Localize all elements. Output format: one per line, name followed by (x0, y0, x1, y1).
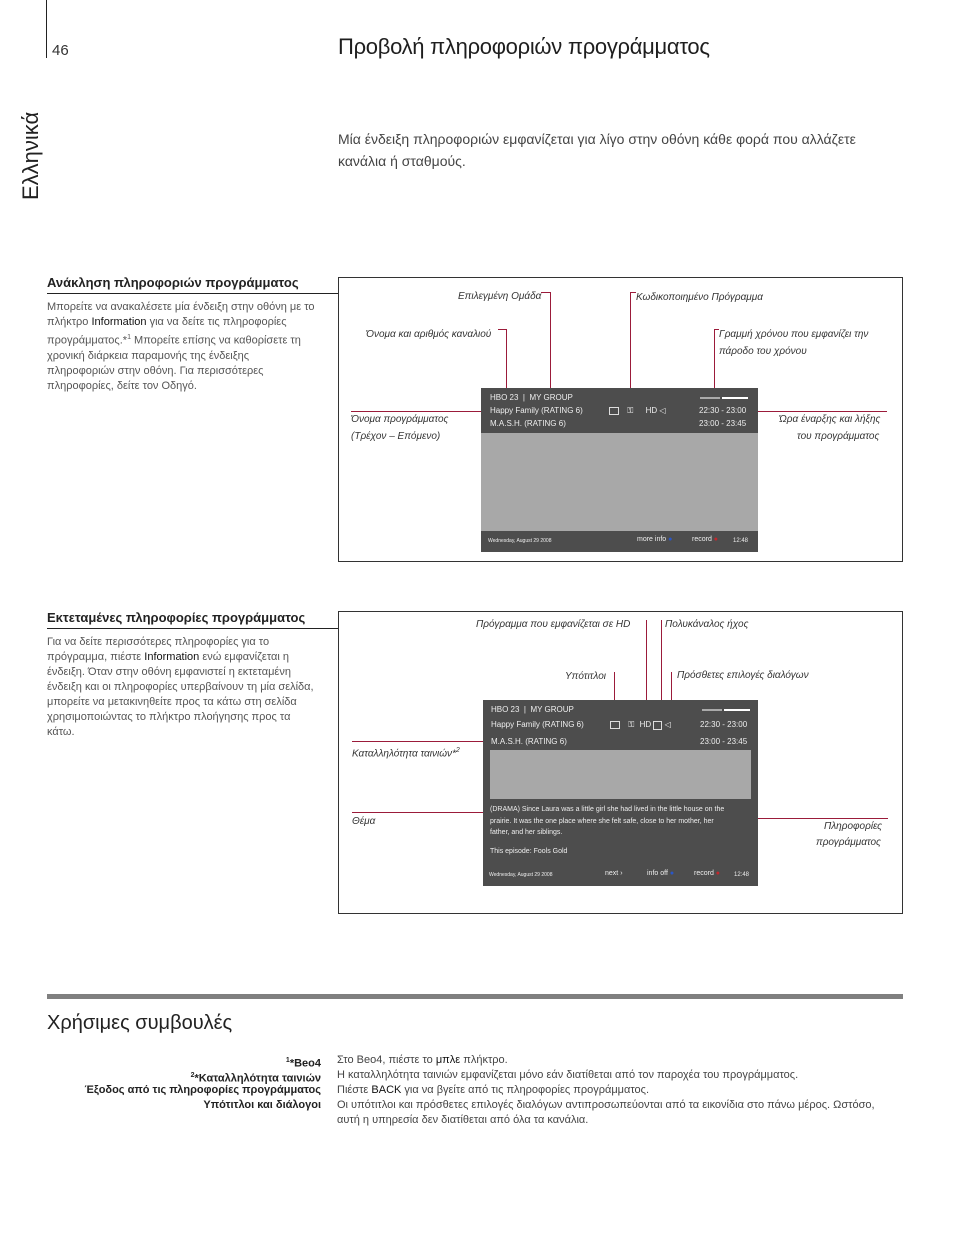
screen2-next-program: M.A.S.H. (RATING 6) (491, 737, 567, 746)
tv-screen-1 (481, 388, 758, 552)
sound-icon: ◁ (664, 720, 671, 730)
label-subtitles: Υπότιτλοι (565, 671, 606, 682)
screen1-picture (481, 433, 758, 531)
leader-timeline-tick (714, 329, 719, 330)
section1-rule (47, 293, 338, 294)
leader-movie-rating (352, 741, 483, 742)
label-start-end-1: Ώρα έναρξης και λήξης (779, 414, 881, 425)
section2-body: Για να δείτε περισσότερες πληροφορίες για το πρόγραμμα, πιέστε Information ενώ εμφανίζεται η ένδειξη. Όταν στην οθόνη εμφανιστεί η εκτεταμένη ένδειξη και οι πληροφορίες υπερβαίνουν τη μία σελίδα, μπορείτε να μετακινηθείτε προς τα κάτω στη σελίδα χρησιμοποιώντας το πλήκτρο πλοήγησης προς τα κάτω. (47, 636, 314, 738)
section1-body: Μπορείτε να ανακαλέσετε μία ένδειξη στην οθόνη με το πλήκτρο Information για να δείτε τις πληροφορίες προγράμματος.*$^1$ Μπορείτε επίσης να καθορίσετε τη χρονική διάρκεια παραμονής της ένδειξης πληροφοριών στην οθόνη. Για περισσότερες πληροφορίες, δείτε τον Οδηγό. (47, 301, 315, 392)
screen2-clock: 12:48 (734, 872, 750, 878)
screen1-time2: 23:00 - 23:45 (699, 419, 747, 428)
screen1-current-program: Happy Family (RATING 6) (490, 406, 583, 415)
screen2-date: Wednesday, August 29 2008 (489, 872, 553, 878)
tip-head-exit: Έξοδος από τις πληροφορίες προγράμματος (84, 1084, 321, 1096)
screen1-next-program: M.A.S.H. (RATING 6) (490, 419, 566, 428)
tv-screen-2 (483, 700, 758, 886)
leader-multichannel (661, 620, 662, 700)
label-program-info-2: προγράμματος (816, 837, 881, 848)
subtitle-icon (610, 721, 620, 729)
leader-channel-name (506, 329, 507, 388)
screen2-picture (490, 750, 751, 799)
screen2-info-off: info off ● (647, 870, 675, 877)
label-hd-program: Πρόγραμμα που εμφανίζεται σε HD (476, 619, 631, 630)
label-movie-rating: Καταλληλότητα ταινιών*$^2$ (352, 747, 460, 760)
leader-encrypted (630, 292, 631, 388)
screen2-episode: This episode: Fools Gold (490, 848, 568, 855)
key-icon: ⚿ (627, 406, 634, 415)
label-multichannel: Πολυκάναλος ήχος (665, 619, 749, 630)
label-program-name-2: (Τρέχον – Επόμενο) (351, 431, 441, 442)
label-dialog-options: Πρόσθετες επιλογές διαλόγων (677, 670, 809, 681)
leader-dialog (671, 672, 672, 700)
hd-icon: HD (639, 720, 652, 730)
leader-program-name (351, 411, 481, 412)
label-theme: Θέμα (352, 816, 376, 827)
leader-selected-group-tick (541, 292, 551, 293)
key-icon: ⚿ (628, 720, 635, 729)
screen2-description-2: prairie. It was the one place where she felt safe, close to her mother, her (490, 818, 714, 825)
tips-divider (47, 994, 903, 999)
screen1-more-info: more info ● (637, 536, 673, 543)
section2-rule (47, 628, 338, 629)
screen2-next-button: next › (605, 870, 623, 877)
leader-channel-name-tick (498, 329, 507, 330)
screen2-icons (610, 720, 671, 730)
leader-hd (646, 620, 647, 700)
sound-icon: ◁ (659, 406, 666, 416)
intro-text: Μία ένδειξη πληροφοριών εμφανίζεται για λίγο στην οθόνη κάθε φορά που αλλάζετε κανάλια ή σταθμούς. (338, 131, 856, 169)
leader-selected-group (550, 292, 551, 388)
dialog-icon (653, 721, 662, 730)
leader-start-end (757, 411, 887, 412)
screen2-description-3: father, and her siblings. (490, 829, 563, 836)
tip-head-beo4: $^1$*Beo4 (285, 1057, 321, 1070)
screen1-channel-line: HBO 23 | MY GROUP (490, 393, 573, 402)
leader-subtitles (614, 672, 615, 700)
screen1-timeline (700, 393, 748, 399)
screen2-time2: 23:00 - 23:45 (700, 737, 748, 746)
subtitle-icon (609, 407, 619, 415)
screen2-channel-line: HBO 23 | MY GROUP (491, 705, 574, 714)
section2-heading: Εκτεταμένες πληροφορίες προγράμματος (47, 610, 306, 625)
screen2-timeline (702, 705, 750, 711)
label-program-info-1: Πληροφορίες (824, 821, 883, 832)
chevron-right-icon: › (620, 870, 623, 877)
screen1-time1: 22:30 - 23:00 (699, 406, 747, 415)
screen1-date: Wednesday, August 29 2008 (488, 538, 552, 544)
tip-body-exit: Πιέστε BACK για να βγείτε από τις πληροφορίες προγράμματος. (337, 1084, 650, 1096)
label-encrypted: Κωδικοποιημένο Πρόγραμμα (636, 292, 763, 303)
screen2-current-program: Happy Family (RATING 6) (491, 720, 584, 729)
hd-icon: HD (645, 406, 658, 416)
screen1-clock: 12:48 (733, 538, 749, 544)
leader-theme (352, 812, 483, 813)
screen2-record: record ● (694, 870, 721, 877)
label-channel-name: Όνομα και αριθμός καναλιού (366, 329, 492, 340)
tip-body-movie-rating: Η καταλληλότητα ταινιών εμφανίζεται μόνο εάν διατίθεται από τον παροχέα του προγράμματος. (337, 1069, 799, 1081)
page-number: 46 (52, 42, 69, 59)
page-margin-line (46, 0, 47, 58)
page-title: Προβολή πληροφοριών προγράμματος (338, 34, 710, 59)
screen1-record: record ● (692, 536, 719, 543)
language-tab: Ελληνικά (18, 111, 43, 200)
leader-encrypted-tick (630, 292, 636, 293)
tip-head-movie-rating: $^2$*Καταλληλότητα ταινιών (190, 1072, 321, 1085)
screen2-time1: 22:30 - 23:00 (700, 720, 748, 729)
label-selected-group: Επιλεγμένη Ομάδα (458, 291, 542, 302)
label-start-end-2: του προγράμματος (797, 431, 880, 442)
leader-timeline (714, 329, 715, 388)
screen1-icons (609, 406, 666, 416)
tip-head-subtitles: Υπότιτλοι και διάλογοι (203, 1099, 321, 1111)
section1-heading: Ανάκληση πληροφοριών προγράμματος (47, 275, 299, 290)
label-timeline-1: Γραμμή χρόνου που εμφανίζει την (719, 329, 869, 340)
tips-title: Χρήσιμες συμβουλές (47, 1012, 233, 1034)
screen2-description-1: (DRAMA) Since Laura was a little girl she had lived in the little house on the (490, 806, 725, 813)
leader-program-info (758, 818, 888, 819)
label-program-name-1: Όνομα προγράμματος (351, 414, 449, 425)
tip-body-subtitles: Οι υπότιτλοι και πρόσθετες επιλογές διαλόγων αντιπροσωπεύονται από τα εικονίδια στο πάνω μέρος. Ωστόσο, αυτή η υπηρεσία δεν διατίθεται από όλα τα κανάλια. (337, 1099, 875, 1126)
label-timeline-2: πάροδο του χρόνου (719, 346, 807, 357)
tip-body-beo4: Στο Beo4, πιέστε το μπλε πλήκτρο. (337, 1054, 508, 1066)
